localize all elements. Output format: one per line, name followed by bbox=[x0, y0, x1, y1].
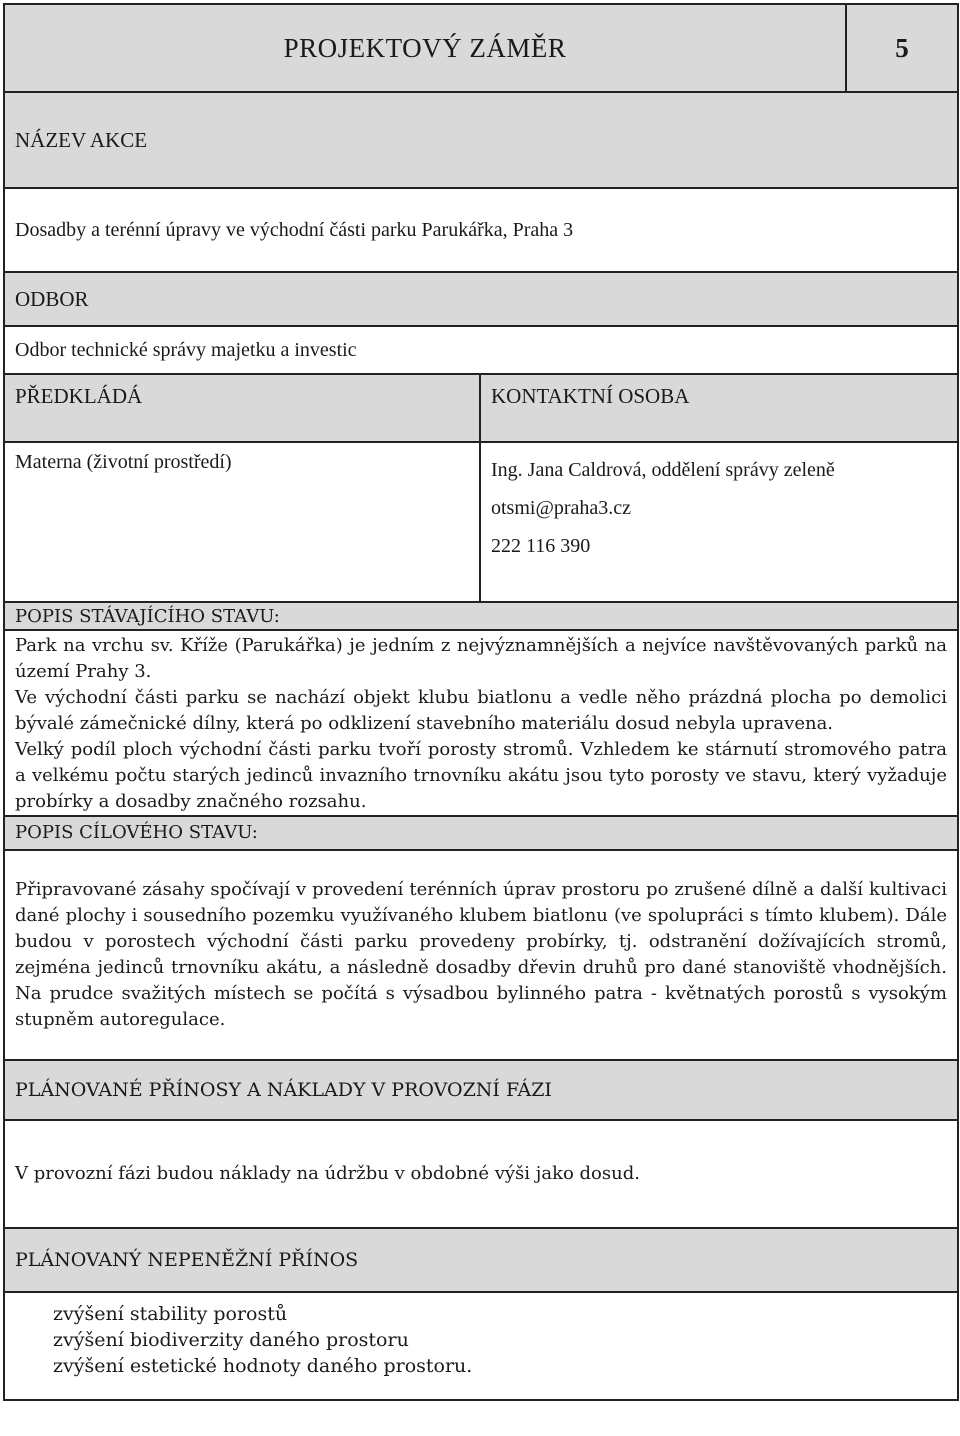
stavajici-label-cell bbox=[4, 602, 958, 630]
cilovy-text-cell bbox=[4, 850, 958, 1060]
project-table bbox=[3, 3, 959, 1401]
cilovy-text: Připravované zásahy spočívají v provedení terénních úprav prostoru po zrušené dílně a další kultivaci dané plochy i sousedního pozemku využívaného klubem biatlonu (ve spolupráci s tímto klubem). Dále budou v porostech východní části parku provedeny probírky, tj. odstranění dožívajících stromů, zejména jedinců trnovníku akátu, a následně dosadby dřevin druhů pro dané stanoviště vhodnějších. Na prudce svažitých místech se počítá s výsadbou bylinného patra - květnatých porostů s vysokým stupněm autoregulace. bbox=[15, 879, 947, 1030]
kontakt-phone: 222 116 390 bbox=[491, 535, 591, 557]
nepenezni-list bbox=[15, 1301, 947, 1379]
stavajici-paragraph-3: Velký podíl ploch východní části parku tvoří porosty stromů. Vzhledem ke stárnutí stromového patra a velkému počtu starých jedinců invazního trnovníku akátu jsou tyto porosty ve stavu, který vyžaduje probírky a dosadby značného rozsahu. bbox=[15, 739, 947, 812]
list-item: zvýšení estetické hodnoty daného prostoru. bbox=[53, 1355, 473, 1377]
kontakt-email: otsmi@praha3.cz bbox=[491, 497, 632, 519]
stavajici-paragraph-2: Ve východní části parku se nachází objekt klubu biatlonu a vedle něho prázdná plocha po demolici bývalé zámečnické dílny, která po odklizení stavebního materiálu dosud nebyla upravena. bbox=[15, 687, 947, 734]
odbor-label: ODBOR bbox=[15, 287, 89, 311]
nazev-akce-label-cell bbox=[4, 92, 958, 188]
stavajici-text-cell bbox=[4, 630, 958, 816]
cilovy-label: POPIS CÍLOVÉHO STAVU: bbox=[15, 822, 258, 843]
kontakt-label: KONTAKTNÍ OSOBA bbox=[491, 384, 690, 408]
predklada-label: PŘEDKLÁDÁ bbox=[15, 384, 143, 408]
kontakt-value-cell bbox=[480, 442, 958, 602]
predklada-value: Materna (životní prostředí) bbox=[15, 451, 232, 473]
list-item: zvýšení stability porostů bbox=[53, 1303, 288, 1325]
nepenezni-label: PLÁNOVANÝ NEPENĚŽNÍ PŘÍNOS bbox=[15, 1249, 359, 1271]
list-item: zvýšení biodiverzity daného prostoru bbox=[53, 1329, 409, 1351]
predklada-label-cell bbox=[4, 374, 480, 442]
stavajici-paragraph-1: Park na vrchu sv. Kříže (Parukářka) je jedním z nejvýznamnějších a nejvíce navštěvovaných parků na území Prahy 3. bbox=[15, 635, 947, 682]
nepenezni-label-cell bbox=[4, 1228, 958, 1292]
nazev-akce-label: NÁZEV AKCE bbox=[15, 128, 148, 152]
prinosy-label: PLÁNOVANÉ PŘÍNOSY A NÁKLADY V PROVOZNÍ FÁZI bbox=[15, 1079, 552, 1101]
project-form bbox=[3, 3, 957, 1433]
stavajici-label: POPIS STÁVAJÍCÍHO STAVU: bbox=[15, 606, 280, 627]
kontakt-label-cell bbox=[480, 374, 958, 442]
predklada-value-cell bbox=[4, 442, 480, 602]
prinosy-label-cell bbox=[4, 1060, 958, 1120]
cilovy-label-cell bbox=[4, 816, 958, 850]
nazev-akce-value-cell bbox=[4, 188, 958, 272]
nazev-akce-value: Dosadby a terénní úpravy ve východní části parku Parukářka, Praha 3 bbox=[15, 218, 574, 241]
project-number: 5 bbox=[846, 4, 958, 92]
prinosy-text: V provozní fázi budou náklady na údržbu v obdobné výši jako dosud. bbox=[15, 1163, 640, 1184]
page-title: PROJEKTOVÝ ZÁMĚR bbox=[283, 32, 567, 63]
kontakt-name: Ing. Jana Caldrová, oddělení správy zeleně bbox=[491, 459, 835, 481]
title-cell bbox=[4, 4, 846, 92]
odbor-value-cell bbox=[4, 326, 958, 374]
odbor-label-cell bbox=[4, 272, 958, 326]
prinosy-text-cell bbox=[4, 1120, 958, 1228]
nepenezni-items-cell bbox=[4, 1292, 958, 1400]
odbor-value: Odbor technické správy majetku a investic bbox=[15, 338, 357, 361]
